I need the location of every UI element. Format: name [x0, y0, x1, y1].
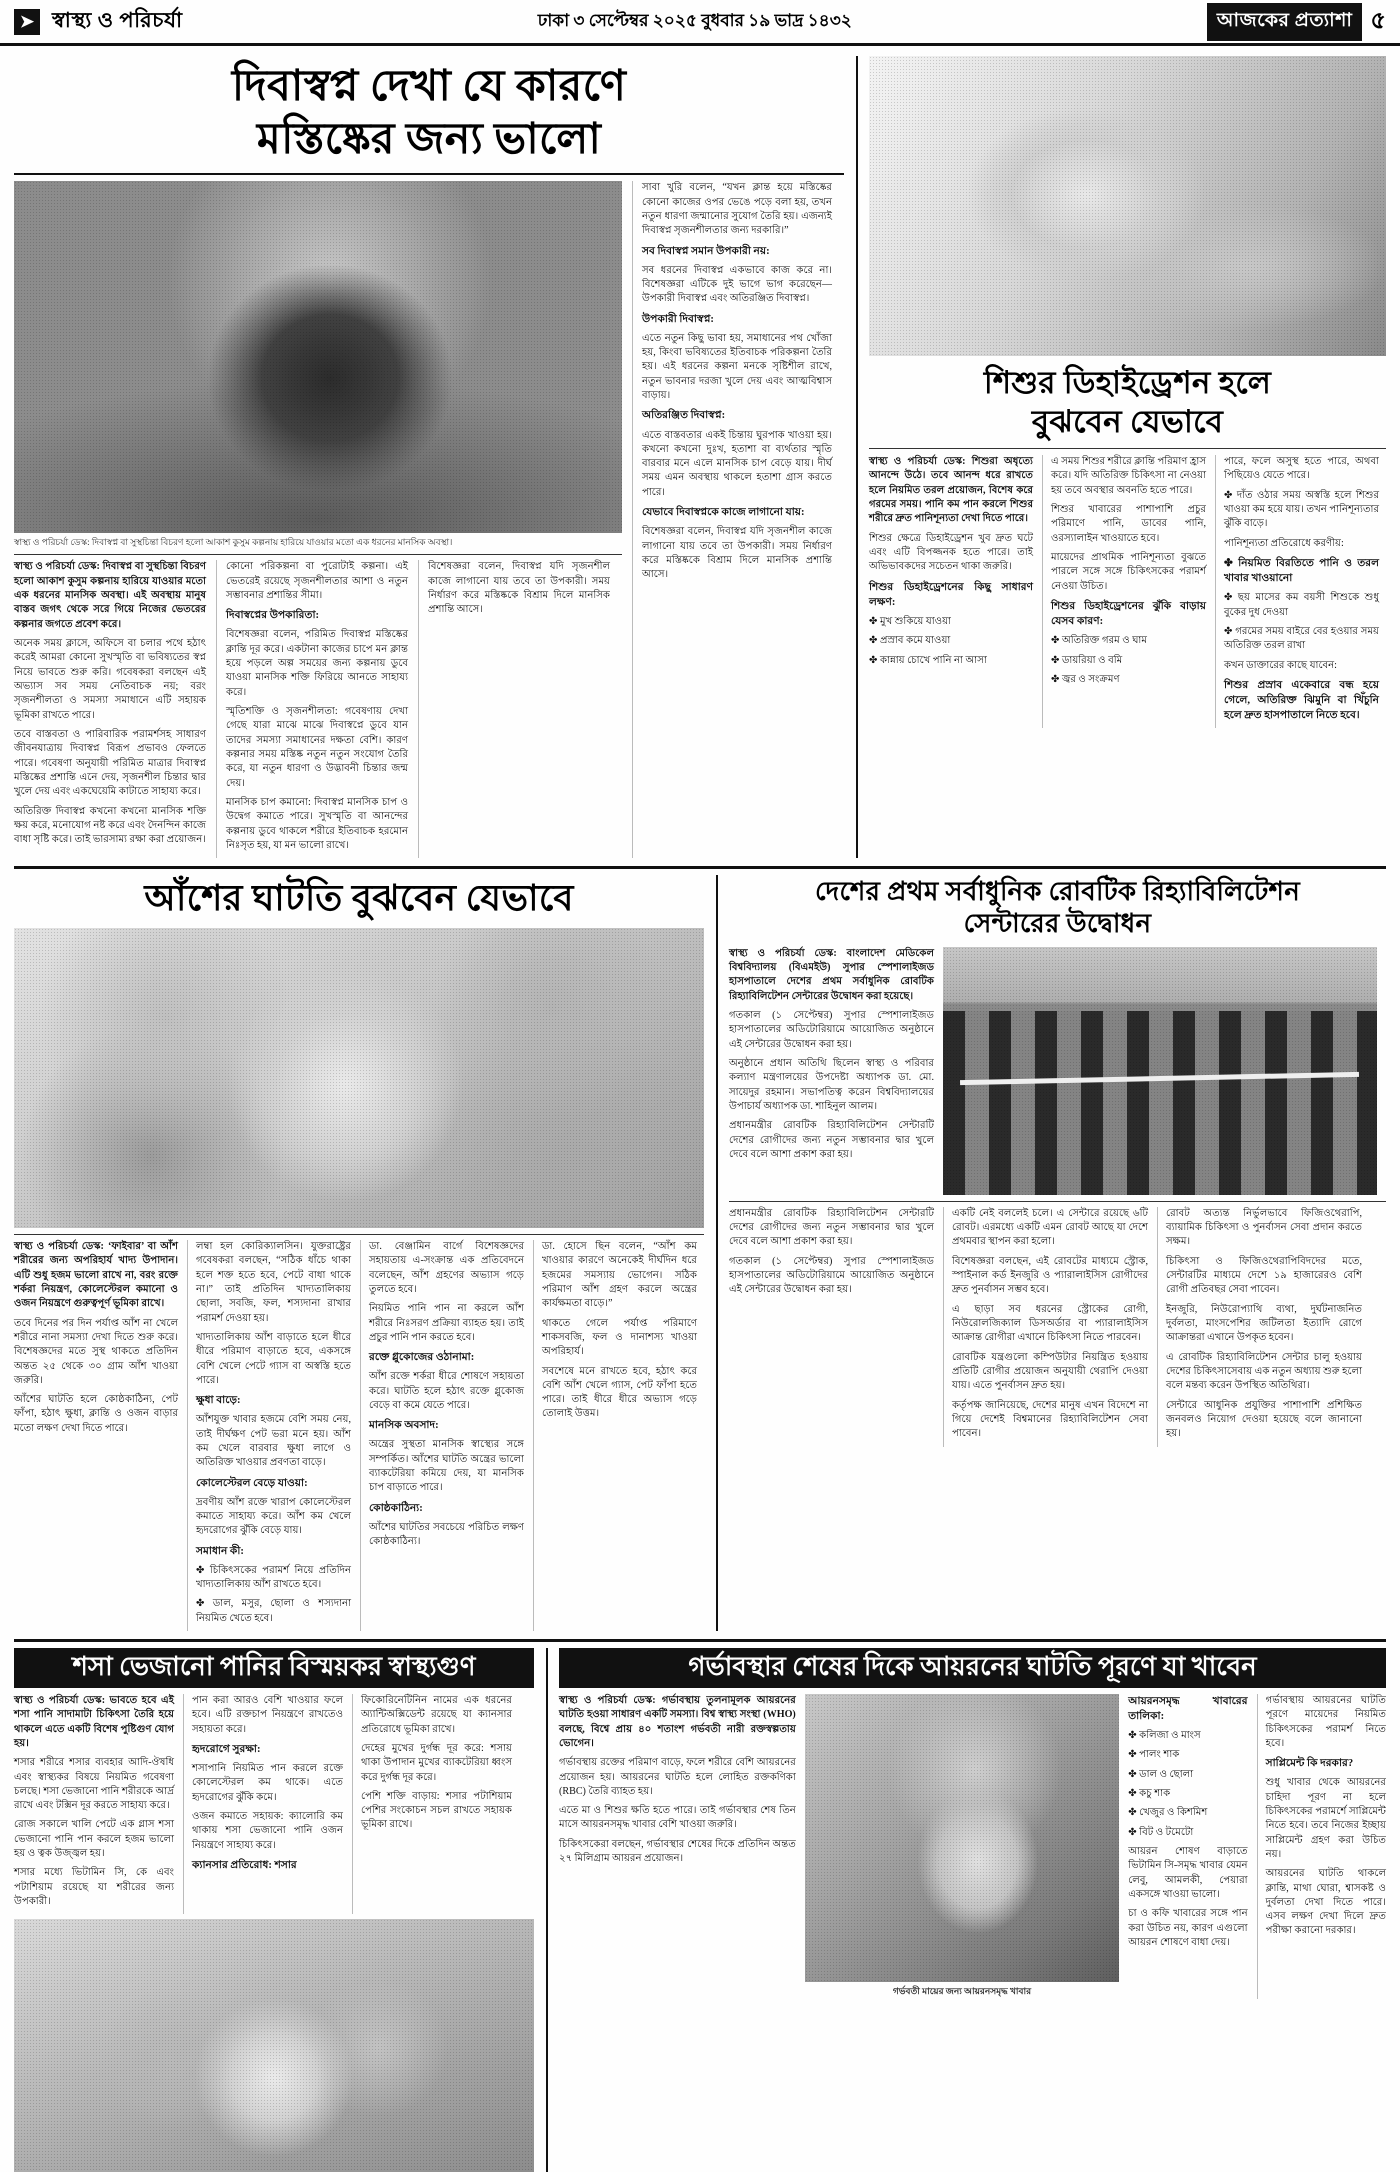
divider [14, 1639, 1386, 1642]
article-iron-pregnancy [546, 1648, 1386, 2172]
article3-column-1: স্বাস্থ্য ও পরিচর্যা ডেস্ক: ‘ফাইবার’ বা আঁশ শরীরের জন্য অপরিহার্য খাদ্য উপাদান। এটি শুধু হজম ভালো রাখে না, বরং রক্তে শর্করা নিয়ন্ত্রণ, কোলেস্টেরল কমানো ও ওজন নিয়ন্ত্রণে গুরুত্বপূর্ণ ভূমিকা রাখে। তবে দিনের পর দিন পর্যাপ্ত আঁশ না খেলে শরীরে নানা সমস্যা দেখা দিতে শুরু করে। বিশেষজ্ঞদের মতে সুস্থ থাকতে প্রতিদিন অন্তত ২৫ থেকে ৩০ গ্রাম আঁশ খাওয়া জরুরি। আঁশের ঘাটতি হলে কোষ্ঠকাঠিন্য, পেট ফাঁপা, হঠাৎ ক্ষুধা, ক্লান্তি ও ওজন বাড়ার মতো লক্ষণ দেখা দিতে পারে। [14, 1240, 178, 1434]
article6-column-1: স্বাস্থ্য ও পরিচর্যা ডেস্ক: গর্ভাবস্থায় তুলনামূলক আয়রনের ঘাটতি হওয়া সাধারণ একটি সমস্যা। বিশ্ব স্বাস্থ্য সংস্থা (WHO) বলছে, বিশ্বে প্রায় ৪০ শতাংশ গর্ভবতী নারী রক্তস্বল্পতায় ভোগেন। গর্ভাবস্থায় রক্তের পরিমাণ বাড়ে, ফলে শরীরে বেশি আয়রনের প্রয়োজন হয়। আয়রনের ঘাটতি হলে লোহিত রক্তকণিকা (RBC) তৈরি ব্যাহত হয়। এতে মা ও শিশুর ক্ষতি হতে পারে। তাই গর্ভাবস্থার শেষ তিন মাসে আয়রনসমৃদ্ধ খাবার বেশি খাওয়া জরুরি। চিকিৎসকেরা বলছেন, গর্ভাবস্থার শেষের দিকে প্রতিদিন অন্তত ২৭ মিলিগ্রাম আয়রন প্রয়োজন। [559, 1694, 796, 1865]
divider [869, 448, 1386, 449]
article2-headline-line1: শিশুর ডিহাইড্রেশন হলে [983, 365, 1272, 400]
article1-column-3: সাবা খুরি বলেন, “যখন ক্লান্ত হয়ে মস্তিষ্কের কোনো কাজের ওপর ভেঙে পড়ে বলা হয়, তখন নতুন ধারণা জন্মানোর সুযোগ তৈরি হয়। এজন্যই দিবাস্বপ্ন সৃজনশীলতার জন্য দরকারি।” সব দিবাস্বপ্ন সমান উপকারী নয়: সব ধরনের দিবাস্বপ্ন একভাবে কাজ করে না। বিশেষজ্ঞরা এটিকে দুই ভাগে ভাগ করেছেন—উপকারী দিবাস্বপ্ন এবং অতিরঞ্জিত দিবাস্বপ্ন। উপকারী দিবাস্বপ্ন: এতে নতুন কিছু ভাবা হয়, সমাধানের পথ খোঁজা হয়, কিংবা ভবিষ্যতের ইতিবাচক পরিকল্পনা তৈরি হয়। এই ধরনের কল্পনা মনকে সৃষ্টিশীল রাখে, নতুন ভাবনার দরজা খুলে দেয় এবং আত্মবিশ্বাস বাড়ায়। অতিরঞ্জিত দিবাস্বপ্ন: এতে বাস্তবতার একই চিন্তায় ঘুরপাক খাওয়া হয়। কখনো কখনো দুঃখ, হতাশা বা ব্যর্থতার স্মৃতি বারবার মনে এলে মানসিক চাপ বেড়ে যায়। দীর্ঘ সময় এমন অবস্থায় থাকলে হতাশা গ্রাস করতে পারে। যেভাবে দিবাস্বপ্নকে কাজে লাগানো যায়: বিশেষজ্ঞরা বলেন, দিবাস্বপ্ন যদি সৃজনশীল কাজে লাগানো যায় তবে তা উপকারী। সময় নির্ধারণ করে মস্তিষ্ককে বিশ্রাম দিলে মানসিক প্রশান্তি আসে। [632, 181, 832, 858]
article6-photo-caption: গর্ভবতী মায়ের জন্য আয়রনসমৃদ্ধ খাবার [892, 1985, 1032, 1996]
article1-headline-line1: দিবাস্বপ্ন দেখা যে কারণে [231, 63, 627, 110]
article-child-dehydration [856, 56, 1386, 858]
divider [14, 1234, 704, 1235]
article5-column-1: স্বাস্থ্য ও পরিচর্যা ডেস্ক: ভাবতে হবে এই শসা পানি সাদামাটা চিকিৎসা তৈরি হয়ে থাকলে এতে একটি বিশেষ পুষ্টিগুণ যোগ হয়। শসার শরীরে শসার ব্যবহার আদি-ঔষধি এবং স্বাস্থ্যকর বিষয়ে নিয়মিত গবেষণা চলছে। শসা ভেজানো পানি শরীরকে আর্দ্র রাখে এবং টক্সিন দূর করতে সাহায্য করে। রোজ সকালে খালি পেটে এক গ্লাস শসা ভেজানো পানি পান করলে হজম ভালো হয় ও ত্বক উজ্জ্বল হয়। শসার মধ্যে ভিটামিন সি, কে এবং পটাশিয়াম রয়েছে যা শরীরের জন্য উপকারী। [14, 1694, 174, 1908]
article1-headline-line2: মস্তিষ্কের জন্য ভালো [256, 115, 602, 163]
sleeping-baby-photo [869, 56, 1386, 356]
article3-headline: আঁশের ঘাটতি বুঝবেন যেভাবে [144, 878, 574, 919]
divider [729, 1201, 1386, 1202]
divider [14, 554, 622, 555]
article6-headline: গর্ভাবস্থার শেষের দিকে আয়রনের ঘাটতি পূরণে যা খাবেন [559, 1648, 1386, 1688]
logo-text: আজকের প্রত্যাশা [1207, 3, 1363, 41]
article4-headline-line1: দেশের প্রথম সর্বাধুনিক রোবটিক রিহ্যাবিলিটেশন [814, 877, 1301, 907]
section-title: স্বাস্থ্য ও পরিচর্যা [52, 8, 183, 32]
article5-column-2: পান করা আরও বেশি খাওয়ার ফলে হবে। এটি রক্তচাপ নিয়ন্ত্রণে রাখতেও সহায়তা করে। হৃদরোগে সুরক্ষা: শসাপানি নিয়মিত পান করলে রক্তে কোলেস্টেরল কম থাকে। এতে হৃদরোগের ঝুঁকি কমে। ওজন কমাতে সহায়ক: ক্যালোরি কম থাকায় শসা ভেজানো পানি ওজন নিয়ন্ত্রণে সাহায্য করে। ক্যানসার প্রতিরোধ: শসার [183, 1694, 343, 1915]
article6-column-2: আয়রনসমৃদ্ধ খাবারের তালিকা: ✤ কলিজা ও মাংস ✤ পালং শাক ✤ ডাল ও ছোলা ✤ কচু শাক ✤ খেজুর ও কিশমিশ ✤ বিট ও টমেটো আয়রন শোষণ বাড়াতে ভিটামিন সি-সমৃদ্ধ খাবার যেমন লেবু, আমলকী, পেয়ারা একসঙ্গে খাওয়া ভালো। চা ও কফি খাবারের সঙ্গে পান করা উচিত নয়, কারণ এগুলো আয়রন শোষণে বাধা দেয়। [1128, 1695, 1248, 1948]
article1-column-2: কোনো পরিকল্পনা বা পুরোটাই কল্পনা। এই ভেতরেই রয়েছে সৃজনশীলতার আশা ও নতুন সম্ভাবনার প্রশান্তির সীমা। দিবাস্বপ্নের উপকারিতা: বিশেষজ্ঞরা বলেন, পরিমিত দিবাস্বপ্ন মস্তিষ্কের ক্লান্তি দূর করে। একটানা কাজের চাপে মন ক্লান্ত হয়ে পড়লে অল্প সময়ের জন্য কল্পনায় ডুবে যাওয়া মানসিক শক্তি ফিরিয়ে আনতে সাহায্য করে। স্মৃতিশক্তি ও সৃজনশীলতা: গবেষণায় দেখা গেছে যারা মাঝে মাঝে দিবাস্বপ্নে ডুবে যান তাদের সমস্যা সমাধানের দক্ষতা বেশি। কারণ কল্পনার সময় মস্তিষ্ক নতুন নতুন সংযোগ তৈরি করে, যা নতুন ধারণা ও উদ্ভাবনী চিন্তার জন্ম দেয়। মানসিক চাপ কমানো: দিবাস্বপ্ন মানসিক চাপ ও উদ্বেগ কমাতে পারে। সুখস্মৃতি বা আনন্দের কল্পনায় ডুবে থাকলে শরীরে ইতিবাচক হরমোন নিঃসৃত হয়, যা মন ভালো রাখে। [216, 560, 408, 858]
newspaper-logo [1207, 2, 1386, 42]
divider [14, 173, 844, 175]
article4-column-1b: প্রধানমন্ত্রীর রোবটিক রিহ্যাবিলিটেশন সেন্টারটি দেশের রোগীদের জন্য নতুন সম্ভাবনার দ্বার খুলে দেবে বলে আশা প্রকাশ করা হয়। গতকাল (১ সেপ্টেম্বর) সুপার স্পেশালাইজড হাসপাতালের অডিটোরিয়ামে আয়োজিত অনুষ্ঠানে এই সেন্টারের উদ্বোধন করা হয়। [729, 1207, 934, 1296]
article3-column-4: ডা. হোসে ছিন বলেন, “আঁশ কম খাওয়ার কারণে অনেকেই দীর্ঘদিন ধরে হজমের সমস্যায় ভোগেন। সঠিক পরিমাণ আঁশ গ্রহণ করলে অন্ত্রের কার্যক্ষমতা বাড়ে।” থাকতে গেলে পর্যাপ্ত পরিমাণে শাকসবজি, ফল ও দানাশস্য খাওয়া অপরিহার্য। সবশেষে মনে রাখতে হবে, হঠাৎ করে বেশি আঁশ খেলে গ্যাস, পেট ফাঁপা হতে পারে। তাই ধীরে ধীরে অভ্যাস গড়ে তোলাই উত্তম। [533, 1240, 697, 1631]
pregnant-woman-eating-photo [805, 1694, 1119, 1982]
article2-column-3: পারে, ফলে অসুস্থ হতে পারে, অথবা পিছিয়েও যেতে পারে। ✤ দাঁত ওঠার সময় অস্বস্তি হলে শিশুর খাওয়া কম হয়ে যায়। তখন পানিশূন্যতার ঝুঁকি বাড়ে। পানিশূন্যতা প্রতিরোধে করণীয়: ✤ নিয়মিত বিরতিতে পানি ও তরল খাবার খাওয়ানো ✤ ছয় মাসের কম বয়সী শিশুকে শুধু বুকের দুধ দেওয়া ✤ গরমের সময় বাইরে বের হওয়ার সময় অতিরিক্ত তরল রাখা কখন ডাক্তারের কাছে যাবেন: শিশুর প্রস্রাব একেবারে বন্ধ হয়ে গেলে, অতিরিক্ত ঝিমুনি বা খিঁচুনি হলে দ্রুত হাসপাতালে নিতে হবে। [1215, 455, 1379, 728]
fiber-rich-foods-photo [14, 928, 704, 1228]
article-robotic-rehab [716, 875, 1386, 1630]
masthead [0, 0, 1400, 46]
ribbon-cutting-ceremony-photo [943, 947, 1377, 1195]
article4-column-3: রোবট অত্যন্ত নির্ভুলভাবে ফিজিওথেরাপি, ব্যায়ামিক চিকিৎসা ও পুনর্বাসন সেবা প্রদান করতে সক্ষম। চিকিৎসা ও ফিজিওথেরাপিবিদদের মতে, সেন্টারটির মাধ্যমে দেশে ১৯ হাজারেরও বেশি রোগী প্রতিবছর সেবা পাবেন। ইনজুরি, নিউরোপ্যাথি ব্যথা, দুর্ঘটনাজনিত দুর্বলতা, মাংসপেশির জটিলতা ইত্যাদি রোগে আক্রান্তরা এখানে উপকৃত হবেন। এ রোবটিক রিহ্যাবিলিটেশন সেন্টার চালু হওয়ায় দেশের চিকিৎসাসেবায় এক নতুন অধ্যায় শুরু হলো বলে মন্তব্য করেন উপস্থিত অতিথিরা। সেন্টারে আধুনিক প্রযুক্তির পাশাপাশি প্রশিক্ষিত জনবলও নিয়োগ দেওয়া হয়েছে বলে জানানো হয়। [1157, 1207, 1362, 1447]
article1-column-1: স্বাস্থ্য ও পরিচর্যা ডেস্ক: দিবাস্বপ্ন বা সুস্থচিন্তা বিচরণ হলো আকাশ কুসুম কল্পনায় হারিয়ে যাওয়ার মতো এক ধরনের মানসিক অবস্থা। এই অবস্থায় মানুষ বাস্তব জগৎ থেকে সরে গিয়ে নিজের ভেতরের কল্পনার জগতে প্রবেশ করে। অনেক সময় ক্লাসে, অফিসে বা চলার পথে হঠাৎ করেই আমরা কোনো সুখস্মৃতি বা ভবিষ্যতের স্বপ্ন নিয়ে ভাবতে শুরু করি। গবেষকরা বলছেন এই অভ্যাস সব সময় নেতিবাচক নয়; বরং সৃজনশীলতা ও সমস্যা সমাধানে এটি সহায়ক ভূমিকা রাখতে পারে। তবে বাস্তবতা ও পারিবারিক পরামর্শসহ সাধারণ জীবনযাত্রায় দিবাস্বপ্ন বিরূপ প্রভাবও ফেলতে পারে। গবেষণা অনুযায়ী পরিমিত মাত্রার দিবাস্বপ্ন মস্তিষ্কের প্রশান্তি এনে দেয়, সৃজনশীল চিন্তার দ্বার খুলে দেয় এবং একঘেয়েমি কাটাতে সাহায্য করে। অতিরিক্ত দিবাস্বপ্ন কখনো কখনো মানসিক শক্তি ক্ষয় করে, মনোযোগ নষ্ট করে এবং দৈনন্দিন কাজে বাধা সৃষ্টি করে। তাই ভারসাম্য রক্ষা করা প্রয়োজন। [14, 561, 206, 846]
publication-date: ঢাকা ৩ সেপ্টেম্বর ২০২৫ বুধবার ১৯ ভাদ্র ১৪৩২ [537, 10, 852, 30]
divider [14, 866, 1386, 869]
article1-column-3b: বিশেষজ্ঞরা বলেন, দিবাস্বপ্ন যদি সৃজনশীল কাজে লাগানো যায় তবে তা উপকারী। সময় নির্ধারণ করে মস্তিষ্ককে বিশ্রাম দিলে মানসিক প্রশান্তি আসে। [418, 560, 610, 858]
chevron-right-icon[interactable]: ➤ [14, 9, 40, 35]
article1-photo-caption: স্বাস্থ্য ও পরিচর্যা ডেস্ক: দিবাস্বপ্ন বা সুস্থচিন্তা বিচরণ হলো আকাশ কুসুম কল্পনায় হারিয়ে যাওয়ার মতো এক ধরনের মানসিক অবস্থা। [14, 537, 453, 548]
article-daydreaming [14, 56, 844, 858]
thoughtful-woman-photo [14, 181, 622, 533]
article4-column-1: স্বাস্থ্য ও পরিচর্যা ডেস্ক: বাংলাদেশ মেডিকেল বিশ্ববিদ্যালয় (বিএমইউ) সুপার স্পেশালাইজড হাসপাতালে দেশের প্রথম সর্বাধুনিক রোবটিক রিহ্যাবিলিটেশন সেন্টারের উদ্বোধন করা হয়েছে। গতকাল (১ সেপ্টেম্বর) সুপার স্পেশালাইজড হাসপাতালের অডিটোরিয়ামে আয়োজিত অনুষ্ঠানে এই সেন্টারের উদ্বোধন করা হয়। অনুষ্ঠানে প্রধান অতিথি ছিলেন স্বাস্থ্য ও পরিবার কল্যাণ মন্ত্রণালয়ের উপদেষ্টা অধ্যাপক ডা. মো. সায়েদুর রহমান। সভাপতিত্ব করেন বিশ্ববিদ্যালয়ের উপাচার্য অধ্যাপক ডা. শাহিনুল আলম। প্রধানমন্ত্রীর রোবটিক রিহ্যাবিলিটেশন সেন্টারটি দেশের রোগীদের জন্য নতুন সম্ভাবনার দ্বার খুলে দেবে বলে আশা প্রকাশ করা হয়। [729, 947, 934, 1161]
article5-headline: শসা ভেজানো পানির বিস্ময়কর স্বাস্থ্যগুণ [14, 1648, 534, 1688]
article2-column-1: স্বাস্থ্য ও পরিচর্যা ডেস্ক: শিশুরা অধৃত্যে আনন্দে উঠে। তবে আনন্দ ধরে রাখতে হলে নিয়মিত তরল প্রয়োজন, বিশেষ করে গরমের সময়। পানি কম পান করলে শিশুর শরীরে দ্রুত পানিশূন্যতা দেখা দিতে পারে। শিশুর ক্ষেত্রে ডিহাইড্রেশন খুব দ্রুত ঘটে এবং এটি বিপজ্জনক হতে পারে। তাই অভিভাবকদের সচেতন থাকা জরুরি। শিশুর ডিহাইড্রেশনের কিছু সাধারণ লক্ষণ: ✤ মুখ শুকিয়ে যাওয়া ✤ প্রস্রাব কমে যাওয়া ✤ কান্নায় চোখে পানি না আসা [869, 456, 1033, 666]
article-cucumber-water [14, 1648, 534, 2172]
article4-column-2: একটি নেই বললেই চলে। এ সেন্টারে রয়েছে ৬টি রোবট। এরমধ্যে একটি এমন রোবট আছে যা দেশে প্রথমবার স্থাপন করা হলো। বিশেষজ্ঞরা বলছেন, এই রোবটের মাধ্যমে স্ট্রোক, স্পাইনাল কর্ড ইনজুরি ও প্যারালাইসিস রোগীদের দ্রুত পুনর্বাসন সম্ভব হবে। এ ছাড়া সব ধরনের স্ট্রোকের রোগী, নিউরোলজিক্যাল ডিসঅর্ডার বা প্যারালাইসিস আক্রান্ত রোগীরা এখানে চিকিৎসা নিতে পারবেন। রোবটিক যন্ত্রগুলো কম্পিউটার নিয়ন্ত্রিত হওয়ায় প্রতিটি রোগীর প্রয়োজন অনুযায়ী থেরাপি দেওয়া যায়। এতে পুনর্বাসন দ্রুত হয়। কর্তৃপক্ষ জানিয়েছে, দেশের মানুষ এখন বিদেশে না গিয়ে দেশেই বিশ্বমানের রিহ্যাবিলিটেশন সেবা পাবেন। [943, 1207, 1148, 1447]
article6-column-3: গর্ভাবস্থায় আয়রনের ঘাটতি পূরণে মায়েদের নিয়মিত চিকিৎসকের পরামর্শ নিতে হবে। সাপ্লিমেন্ট কি দরকার? শুধু খাবার থেকে আয়রনের চাহিদা পূরণ না হলে চিকিৎসকের পরামর্শে সাপ্লিমেন্ট নিতে হবে। তবে নিজের ইচ্ছায় সাপ্লিমেন্ট গ্রহণ করা উচিত নয়। আয়রনের ঘাটতি থাকলে ক্লান্তি, মাথা ঘোরা, শ্বাসকষ্ট ও দুর্বলতা দেখা দিতে পারে। এসব লক্ষণ দেখা দিলে দ্রুত পরীক্ষা করানো দরকার। [1257, 1694, 1386, 1999]
article4-headline-line2: সেন্টারের উদ্বোধন [963, 909, 1152, 939]
article3-column-3: ডা. বেঞ্জামিন বার্গে বিশেষজ্ঞদের সহায়তায় এ-সংক্রান্ত এক প্রতিবেদনে বলেছেন, আঁশ গ্রহণের অভ্যাস গড়ে তুলতে হবে। নিয়মিত পানি পান না করলে আঁশ শরীরে নিঃসরণ প্রক্রিয়া ব্যাহত হয়। তাই প্রচুর পানি পান করতে হবে। রক্তে গ্লুকোজের ওঠানামা: আঁশ রক্তে শর্করা ধীরে শোষণে সহায়তা করে। ঘাটতি হলে হঠাৎ রক্তে গ্লুকোজ বেড়ে বা কমে যেতে পারে। মানসিক অবসাদ: অন্ত্রের সুস্থতা মানসিক স্বাস্থ্যের সঙ্গে সম্পর্কিত। আঁশের ঘাটতি অন্ত্রের ভালো ব্যাকটেরিয়া কমিয়ে দেয়, যা মানসিক চাপ বাড়াতে পারে। কোষ্ঠকাঠিন্য: আঁশের ঘাটতির সবচেয়ে পরিচিত লক্ষণ কোষ্ঠকাঠিন্য। [360, 1240, 524, 1631]
article3-column-2: লম্বা হল কোরিক্যালসিন। যুক্তরাষ্ট্রের গবেষকরা বলছেন, “সঠিক ধাঁচে থাকা হলে শক্ত হতে হবে, পেটে বাধা থাকে না।” তাই প্রতিদিন খাদ্যতালিকায় ছোলা, সবজি, ফল, শস্যদানা রাখার পরামর্শ দেওয়া হয়। খাদ্যতালিকায় আঁশ বাড়াতে হলে ধীরে ধীরে পরিমাণ বাড়াতে হবে, একসঙ্গে বেশি খেলে পেটে গ্যাস বা অস্বস্তি হতে পারে। ক্ষুধা বাড়ে: আঁশযুক্ত খাবার হজমে বেশি সময় নেয়, তাই দীর্ঘক্ষণ পেট ভরা মনে হয়। আঁশ কম খেলে বারবার ক্ষুধা লাগে ও অতিরিক্ত খাওয়ার প্রবণতা বাড়ে। কোলেস্টেরল বেড়ে যাওয়া: দ্রবণীয় আঁশ রক্তে খারাপ কোলেস্টেরল কমাতে সাহায্য করে। আঁশ কম খেলে হৃদরোগের ঝুঁকি বেড়ে যায়। সমাধান কী: ✤ চিকিৎসকের পরামর্শ নিয়ে প্রতিদিন খাদ্যতালিকায় আঁশ রাখতে হবে। ✤ ডাল, মসুর, ছোলা ও শস্যদানা নিয়মিত খেতে হবে। [187, 1240, 351, 1631]
page-number: ৫ [1370, 7, 1386, 34]
article5-column-3: ফিকোরিনেটিনিন নামের এক ধরনের অ্যান্টিঅক্সিডেন্ট রয়েছে যা ক্যানসার প্রতিরোধে ভূমিকা রাখে। দেহের মুখের দুর্গন্ধ দূর করে: শসায় থাকা উপাদান মুখের ব্যাকটেরিয়া ধ্বংস করে দুর্গন্ধ দূর করে। পেশি শক্তি বাড়ায়: শসার পটাশিয়াম পেশির সংকোচন সচল রাখতে সহায়ক ভূমিকা রাখে। [352, 1694, 512, 1915]
article2-headline-line2: বুঝবেন যেভাবে [1031, 403, 1224, 439]
article-fiber-deficiency [14, 875, 704, 1630]
article2-column-2: এ সময় শিশুর শরীরে ক্লান্তি পরিমাণ হ্রাস করে। যদি অতিরিক্ত চিকিৎসা না নেওয়া হয় তবে অবস্থার অবনতি হতে পারে। শিশুর খাবারের পাশাপাশি প্রচুর পরিমাণে পানি, ডাবের পানি, ওরস্যালাইন খাওয়াতে হবে। মায়েদের প্রাথমিক পানিশূন্যতা বুঝতে পারলে সঙ্গে সঙ্গে চিকিৎসকের পরামর্শ নেওয়া উচিত। শিশুর ডিহাইড্রেশনের ঝুঁকি বাড়ায় যেসব কারণ: ✤ অতিরিক্ত গরম ও ঘাম ✤ ডায়রিয়া ও বমি ✤ জ্বর ও সংক্রমণ [1042, 455, 1206, 728]
cucumber-water-photo [14, 1919, 534, 2172]
